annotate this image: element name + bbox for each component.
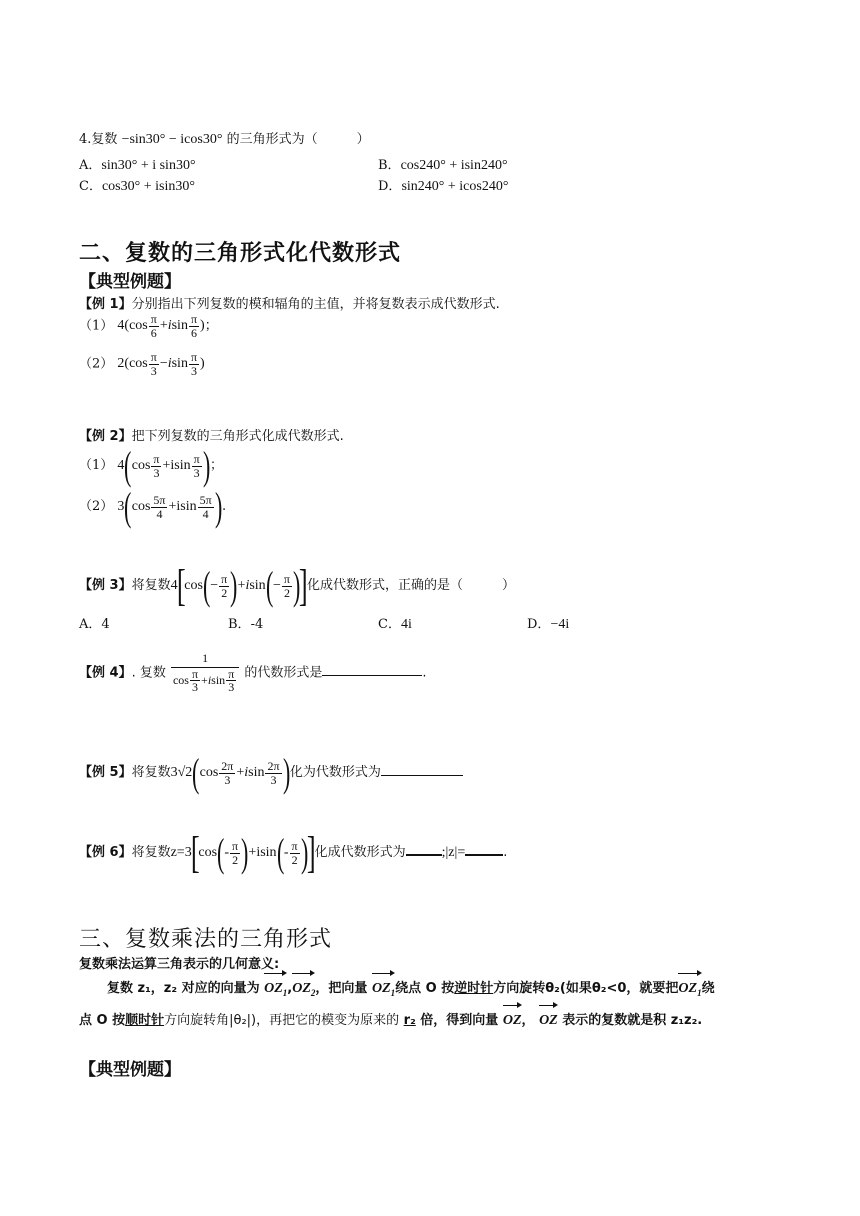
q4-option-d[interactable]: D．sin240° + icos240° [378,179,509,194]
vector-oz1: $OZ_1$ [264,976,287,1006]
ex6-stem: 【例 6】将复数z=3[cos(- $\frac{\pi}{2}$ )+isin(- $\frac{\pi}{2}$ )]化成代数形式为 ;|z|= . [79,828,508,877]
ex6-blank-1[interactable] [406,841,442,856]
ex6-blank-2[interactable] [465,841,503,856]
section2-typical-heading: 【典型例题】 [79,272,181,292]
q4-expression: −sin30° − icos30° [121,132,223,147]
vector-oz: OZ [503,1008,522,1034]
section3-title: 三、复数乘法的三角形式 [79,927,333,952]
q4-option-b[interactable]: B．cos240° + isin240° [378,158,508,173]
ex3-option-b[interactable]: B．-4 [228,617,264,632]
section3-para-line1: 复数 z₁，z₂ 对应的向量为 $OZ_1,OZ_2$，把向量 $OZ_1$绕点 O 按逆时针方向旋转θ₂(如果θ₂<0，就要把$OZ_1$绕 [107,976,715,1006]
section2-title: 二、复数的三角形式化代数形式 [79,241,402,266]
ex1-item-2: （2） 2(cos $\frac{\pi}{3}$ −isin $\frac{\pi}{3}$ ) [79,350,205,378]
ex2-item-1: （1） 4(cos $\frac{\pi}{3}$ +isin $\frac{\pi}{3}$ )； [79,443,224,488]
q4-option-c[interactable]: C．cos30° + isin30° [79,179,195,194]
ex1-item-1: （1） 4(cos $\frac{\pi}{6}$ +isin $\frac{\pi}{6}$ )； [79,312,218,340]
ex1-stem: 【例 1】分别指出下列复数的模和辐角的主值，并将复数表示成代数形式. [79,297,500,312]
ex3-stem: 【例 3】将复数4[cos(− $\frac{\pi}{2}$ )+isin(− $\frac{\pi}{2}$ )]化成代数形式，正确的是（ ） [79,561,515,610]
vector-oz2: $OZ_2$ [292,976,315,1006]
section3-subtitle: 复数乘法运算三角表示的几何意义: [79,957,280,972]
q4-option-a[interactable]: A．sin30° + i sin30° [79,158,196,173]
ex2-stem: 【例 2】把下列复数的三角形式化成代数形式. [79,429,344,444]
ex3-option-c[interactable]: C．4i [378,617,412,632]
section3-para-line2: 点 O 按顺时针方向旋转角|θ₂|)，再把它的模变为原来的 r₂ 倍，得到向量 OZ， OZ 表示的复数就是积 z₁z₂. [79,1008,702,1034]
ex3-option-a[interactable]: A．4 [79,617,110,632]
ex4-stem: 【例 4】. 复数 1 cos $\frac{\pi}{3}$ +isin $\frac{\pi}{3}$ 的代数形式是 . [79,651,427,695]
ex2-item-2: （2） 3(cos $\frac{5\pi}{4}$ +isin $\frac{5\pi}{4}$ ). [79,484,227,529]
ex5-stem: 【例 5】将复数3√2(cos $\frac{2\pi}{3}$ +isin $\frac{2\pi}{3}$ )化为代数形式为 [79,753,463,793]
ex5-answer-blank[interactable] [381,762,463,776]
q4-stem: 4.复数 −sin30° − icos30° 的三角形式为（ ） [79,132,370,147]
ex4-answer-blank[interactable] [322,662,422,676]
section3-typical-heading: 【典型例题】 [79,1060,181,1080]
ex3-option-d[interactable]: D．−4i [527,617,570,632]
